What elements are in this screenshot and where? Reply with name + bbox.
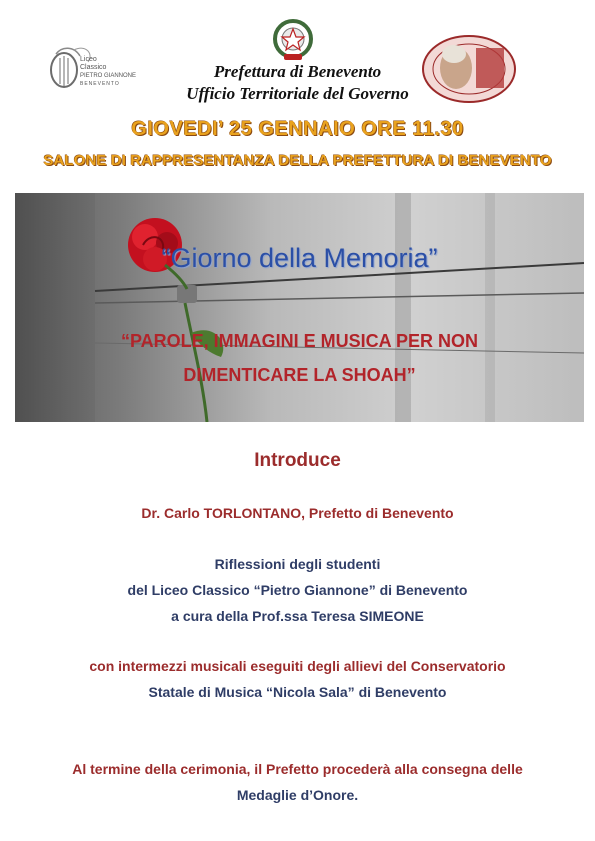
event-subtitle-line1: “PAROLE, IMMAGINI E MUSICA PER NON	[120, 331, 478, 351]
ufficio-title: Ufficio Territoriale del Governo	[186, 84, 409, 103]
riflessioni-line1: Riflessioni degli studenti	[214, 556, 381, 572]
event-subtitle-line2: DIMENTICARE LA SHOAH”	[183, 365, 416, 385]
liceo-logo-line2: Classico	[80, 64, 107, 71]
event-title: “Giorno della Memoria”	[161, 243, 438, 273]
liceo-logo-line1: Liceo	[80, 56, 97, 63]
wire-2	[95, 293, 584, 303]
rose-stem	[185, 303, 207, 422]
liceo-logo-line3: PIETRO GIANNONE	[80, 73, 137, 79]
chiusura-line1: Al termine della cerimonia, il Prefetto procederà alla consegna delle	[72, 761, 523, 777]
musica-line1: con intermezzi musicali eseguiti degli allievi del Conservatorio	[89, 658, 506, 674]
introduce-heading: Introduce	[254, 450, 341, 471]
riflessioni-line2: del Liceo Classico “Pietro Giannone” di Benevento	[127, 582, 468, 598]
prefettura-title: Prefettura di Benevento	[213, 62, 382, 81]
event-date-line: GIOVEDI’ 25 GENNAIO ORE 11.30	[131, 118, 464, 140]
liceo-logo-line4: BENEVENTO	[80, 81, 120, 87]
event-venue-line: SALONE DI RAPPRESENTANZA DELLA PREFETTURA DI BENEVENTO	[43, 152, 552, 169]
italian-republic-emblem-icon	[272, 18, 314, 64]
musica-line2: Statale di Musica “Nicola Sala” di Benevento	[148, 684, 447, 700]
prefetto-line: Dr. Carlo TORLONTANO, Prefetto di Benevento	[141, 505, 454, 521]
riflessioni-line3: a cura della Prof.ssa Teresa SIMEONE	[171, 608, 424, 624]
rose-barbed-wire-image	[15, 193, 584, 422]
memorial-banner	[15, 193, 584, 422]
chiusura-line2: Medaglie d’Onore.	[236, 787, 359, 803]
